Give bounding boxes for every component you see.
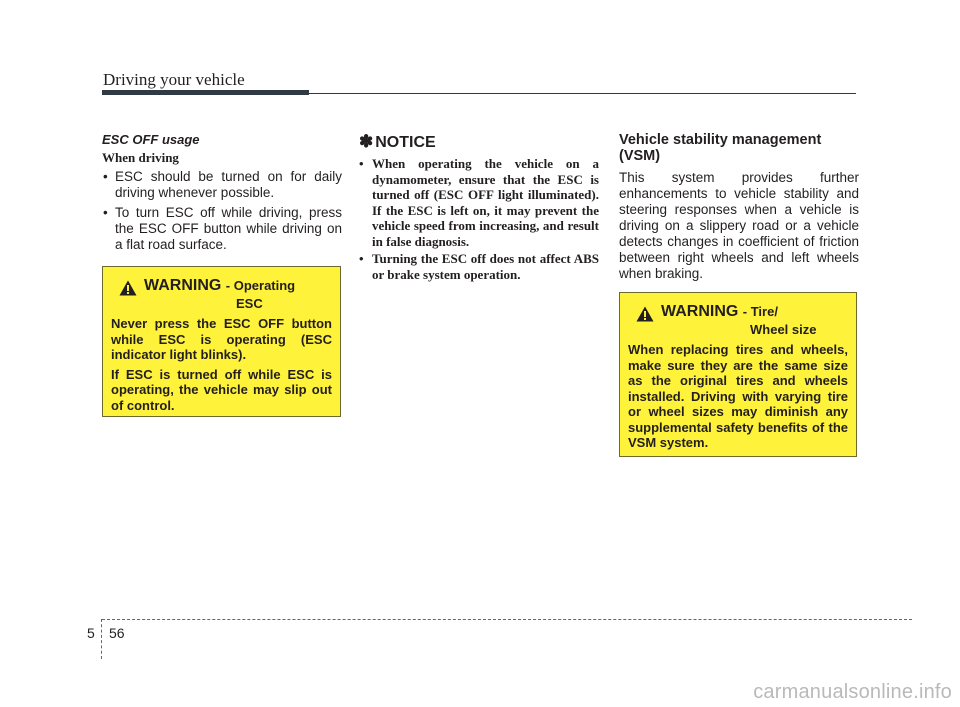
- esc-usage-list: [102, 169, 342, 253]
- warning-text: When replacing tires and wheels, make sure they are the same size as the original tires and wheels installed. Driving with varying tire or wheel sizes may diminish any supplemental safety benefits of the VSM system.: [628, 342, 848, 450]
- warning-subtitle-line2: Wheel size: [750, 322, 817, 337]
- watermark: carmanualsonline.info: [753, 681, 952, 703]
- column-notice: [359, 132, 599, 284]
- list-item: • Turning the ESC off does not affect ABS or brake system operation.: [359, 251, 599, 282]
- list-item: • To turn ESC off while driving, press the ESC OFF button while driving on a flat road surface.: [102, 205, 342, 253]
- warning-header: [111, 277, 332, 313]
- header-rule-thin: [309, 93, 856, 94]
- warning-box-tire-wheel-size: [619, 292, 857, 457]
- list-item: • ESC should be turned on for daily driving whenever possible.: [102, 169, 342, 201]
- subhead-when-driving: When driving: [102, 150, 179, 165]
- notice-heading: [359, 132, 599, 152]
- notice-list: [359, 156, 599, 282]
- column-esc-off-usage: [102, 132, 342, 257]
- page-header-title: Driving your vehicle: [103, 70, 245, 89]
- warning-text: Never press the ESC OFF button while ESC is operating (ESC indicator light blinks).: [111, 316, 332, 362]
- warning-header: [628, 303, 848, 339]
- footer-divider: [101, 619, 102, 659]
- section-title-vsm: Vehicle stability management (VSM): [619, 132, 822, 164]
- warning-triangle-icon: [119, 280, 137, 296]
- header-rule-thick: [102, 90, 309, 95]
- notice-star-icon: ✽: [359, 132, 374, 151]
- section-title-esc-off-usage: ESC OFF usage: [102, 132, 200, 147]
- vsm-description: This system provides further enhancements to vehicle stability and steering responses when a vehicle is driving on a slippery road or a vehicle detects changes in coefficient of friction between right wheels and left wheels when braking.: [619, 170, 859, 281]
- warning-subtitle-line2: ESC: [236, 296, 263, 311]
- notice-title: NOTICE: [375, 134, 436, 151]
- warning-box-operating-esc: [102, 266, 341, 417]
- list-item: • When operating the vehicle on a dynamometer, ensure that the ESC is turned off (ESC OFF light illuminated). If the ESC is left on, it may prevent the vehicle speed from increasing, and result in false diagnosis.: [359, 156, 599, 249]
- chapter-number: 5: [87, 625, 95, 641]
- warning-label: WARNING - Operating: [144, 277, 296, 294]
- warning-label: WARNING - Tire/: [661, 303, 778, 320]
- page-number: 56: [109, 625, 125, 641]
- warning-text: If ESC is turned off while ESC is operating, the vehicle may slip out of control.: [111, 366, 332, 413]
- footer-rule: [102, 619, 912, 620]
- warning-subtitle: - Tire/: [742, 304, 778, 319]
- column-vsm: [619, 132, 859, 282]
- warning-subtitle: - Operating: [225, 278, 296, 293]
- warning-triangle-icon: [636, 306, 654, 322]
